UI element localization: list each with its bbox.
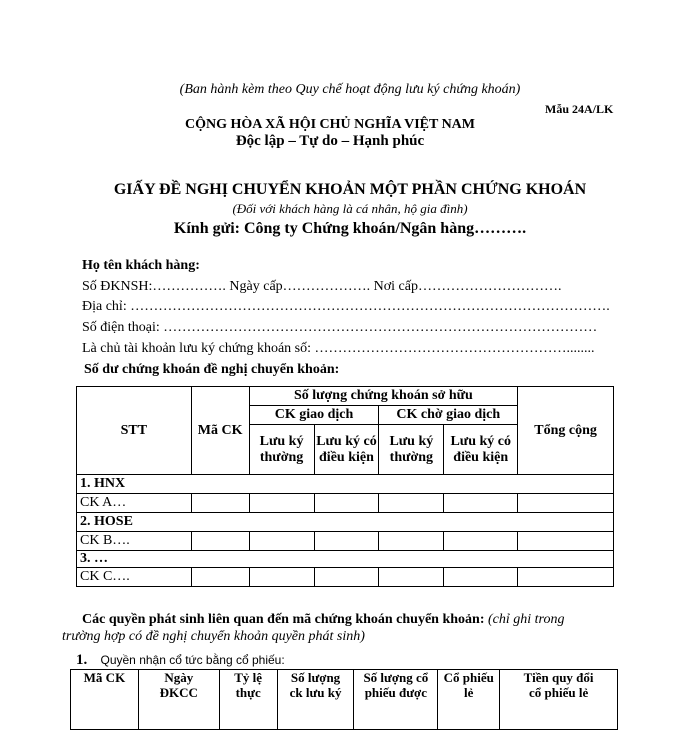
customer-name-label: Họ tên khách hàng: (82, 258, 200, 273)
balance-table (76, 386, 614, 587)
issued-note: (Ban hành kèm theo Quy chế hoạt động lưu ký chứng khoán) (179, 82, 521, 97)
col-unrestricted-2: Lưu ký thường (379, 425, 444, 475)
addressee-line: Kính gửi: Công ty Chứng khoán/Ngân hàng………. (173, 220, 527, 237)
customer-account-line: Là chủ tài khoản lưu ký chứng khoán số: ………………………………………………........ (82, 341, 595, 356)
rights-col-cash-in-lieu: Tiền quy đổi cổ phiếu lẻ (500, 670, 618, 730)
national-motto: Độc lập – Tự do – Hạnh phúc (235, 133, 425, 149)
col-restricted-1: Lưu ký có điều kiện (314, 425, 379, 475)
rights-col-record-date: Ngày ĐKCC (138, 670, 219, 730)
rights-col-code: Mã CK (71, 670, 139, 730)
col-total: Tổng cộng (518, 387, 614, 475)
table-row (77, 551, 614, 568)
stock-row-label: CK A… (77, 494, 192, 513)
section-row-label: 1. HNX (77, 475, 614, 494)
col-stock-code: Mã CK (191, 387, 249, 475)
rights-heading-line (82, 612, 564, 628)
table-row (77, 568, 614, 587)
stock-row-label: CK C…. (77, 568, 192, 587)
table-row (77, 513, 614, 532)
section-row-label: 2. HOSE (77, 513, 614, 532)
rights-item-1 (76, 652, 285, 669)
customer-id-line: Số ĐKNSH:……………. Ngày cấp………………. Nơi cấp…………………………. (82, 279, 562, 294)
rights-col-deposited-qty: Số lượng ck lưu ký (277, 670, 354, 730)
section-row-label: 3. … (77, 551, 614, 568)
rights-note-second: trường hợp có đề nghị chuyển khoản quyền phát sinh) (62, 629, 365, 644)
table-row (77, 532, 614, 551)
form-subtitle: (Đối với khách hàng là cá nhân, hộ gia đình) (232, 201, 468, 216)
customer-phone-line: Số điện thoại: ………………………………………………………………………………… (82, 320, 598, 335)
col-group-owned: Số lượng chứng khoán sở hữu (249, 387, 518, 406)
form-code: Mẫu 24A/LK (545, 102, 614, 116)
rights-col-entitled-qty: Số lượng cổ phiếu được (354, 670, 438, 730)
col-pending: CK chờ giao dịch (379, 406, 518, 425)
table-row (77, 494, 614, 513)
balance-heading: Số dư chứng khoán đề nghị chuyển khoản: (84, 362, 340, 377)
col-restricted-2: Lưu ký có điều kiện (444, 425, 518, 475)
col-trading: CK giao dịch (249, 406, 379, 425)
table-row (77, 475, 614, 494)
rights-heading: Các quyền phát sinh liên quan đến mã chứng khoán chuyển khoản: (82, 612, 485, 627)
rights-note-first: (chỉ ghi trong (487, 612, 565, 627)
rights-col-odd-lot: Cổ phiếu lẻ (438, 670, 500, 730)
country-name: CỘNG HÒA XÃ HỘI CHỦ NGHĨA VIỆT NAM (184, 117, 475, 132)
form-title: GIẤY ĐỀ NGHỊ CHUYỂN KHOẢN MỘT PHẦN CHỨNG KHOÁN (113, 181, 587, 198)
stock-row-label: CK B…. (77, 532, 192, 551)
customer-address-line: Địa chỉ: …………………………………………………………………………………………. (82, 299, 610, 314)
rights-col-ratio: Tỷ lệ thực (219, 670, 277, 730)
col-stt: STT (77, 387, 192, 475)
rights-item-number: 1. (76, 652, 88, 668)
rights-item-text: Quyền nhận cổ tức bằng cổ phiếu: (100, 653, 285, 667)
col-unrestricted-1: Lưu ký thường (249, 425, 314, 475)
